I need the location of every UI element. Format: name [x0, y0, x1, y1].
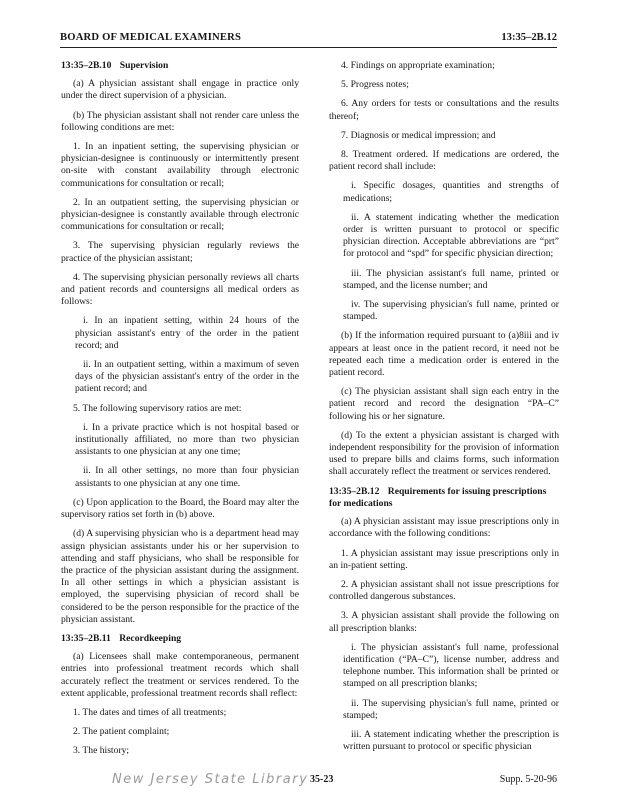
list-item: 2. A physician assistant shall not issue prescriptions for controlled dangerous substances.	[329, 578, 559, 603]
list-item: 3. The supervising physician regularly reviews the practice of the physician assistant;	[61, 240, 299, 264]
list-item: 2. The patient complaint;	[73, 726, 170, 738]
right-column	[329, 60, 559, 760]
list-item: 6. Any orders for tests or consultations and the results thereof;	[329, 98, 559, 122]
section-number: 13:35–2B.12	[329, 485, 380, 497]
sub-list-item: i. The physician assistant's full name, professional identification (“PA–C”), license number, address and telephone number. This information shall be printed or stamped on all prescription blanks;	[343, 641, 559, 690]
sub-list-item: ii. In an outpatient setting, within a maximum of seven days of the physician assistant's entry of the order in the patient record; and	[75, 359, 299, 395]
running-header	[60, 27, 557, 48]
section-title: Recordkeeping	[119, 632, 182, 644]
sub-list-item: iii. The physician assistant's full name, printed or stamped, and the license number; and	[343, 267, 559, 291]
section-number: 13:35–2B.10	[61, 60, 112, 71]
section-title: Requirements for issuing prescriptions for medications	[329, 485, 547, 509]
page-footer	[60, 772, 557, 790]
paragraph: (a) A physician assistant shall engage in practice only under the direct supervision of a physician.	[61, 78, 299, 102]
page-number: 35-23	[310, 774, 334, 785]
sub-list-item: ii. The supervising physician's full name, printed or stamped;	[343, 697, 559, 721]
sub-list-item: i. In an inpatient setting, within 24 hours of the physician assistant's entry of the order in the patient record; and	[75, 315, 299, 351]
paragraph: (b) If the information required pursuant to (a)8iii and iv appears at least once in the patient record, it need not be repeated each time a medication order is entered in the patient record.	[329, 330, 559, 379]
list-item: 3. A physician assistant shall provide the following on all prescription blanks:	[329, 610, 559, 634]
sub-list-item: ii. In all other settings, no more than four physician assistants to one physician at any one time.	[75, 465, 299, 489]
list-item: 8. Treatment ordered. If medications are ordered, the patient record shall include:	[329, 149, 559, 173]
list-item: 2. In an outpatient setting, the supervising physician or physician-designee is constantly available through electronic communications for consultation or recall;	[61, 196, 299, 233]
paragraph: (a) A physician assistant may issue prescriptions only in accordance with the following conditions:	[329, 516, 559, 540]
list-item: 4. The supervising physician personally reviews all charts and patient records and countersigns all medical orders as follows:	[61, 271, 299, 308]
section-number: 13:35–2B.11	[61, 632, 111, 644]
paragraph: (d) To the extent a physician assistant is charged with independent responsibility for the provision of information used to prepare bills and claims forms, such information shall accurately reflect the treatment or services rendered.	[329, 429, 559, 478]
left-column	[61, 60, 299, 765]
header-section-number: 13:35–2B.12	[501, 32, 557, 43]
section-heading-supervision	[61, 60, 299, 72]
list-item: 1. The dates and times of all treatments;	[73, 706, 227, 718]
paragraph: (b) The physician assistant shall not render care unless the following conditions are met:	[61, 109, 299, 133]
section-title: Supervision	[119, 60, 169, 71]
list-item: 7. Diagnosis or medical impression; and	[341, 129, 496, 141]
list-item: 1. A physician assistant may issue prescriptions only in an in-patient setting.	[329, 547, 559, 571]
sub-list-item: i. In a private practice which is not hospital based or institutionally affiliated, no more than two physician assistants to one physician at any one time;	[75, 421, 299, 458]
paragraph: (d) A supervising physician who is a department head may assign physician assistants under his or her supervision to attending and staff physicians, who shall be responsible for the practice of the physician assistant during the assignment. In all other settings in which a physician assistant is employed, the supervising physician of record shall be considered to be the person responsible for the practice of the physician assistant.	[61, 528, 299, 625]
sub-list-item: iv. The supervising physician's full name, printed or stamped.	[343, 299, 559, 323]
paragraph: (c) Upon application to the Board, the Board may alter the supervisory ratios set forth in (b) above.	[61, 496, 299, 521]
header-title: BOARD OF MEDICAL EXAMINERS	[60, 32, 242, 43]
sub-list-item: ii. A statement indicating whether the medication order is written pursuant to protocol or specific physician direction. Acceptable abbreviations are “prt” for protocol and “spd” for specific physician direction;	[343, 211, 559, 260]
list-item: 3. The history;	[73, 745, 130, 757]
supplement-date: Supp. 5-20-96	[499, 774, 557, 785]
list-item: 4. Findings on appropriate examination;	[341, 60, 495, 71]
paragraph: (a) Licensees shall make contemporaneous, permanent entries into professional treatment records which shall accurately reflect the treatment or services rendered. To the extent applicable, professional treatment records shall reflect:	[61, 651, 299, 699]
list-item: 5. The following supervisory ratios are met:	[73, 402, 242, 414]
list-item: 5. Progress notes;	[341, 79, 409, 91]
library-stamp: New Jersey State Library	[112, 772, 309, 787]
sub-list-item: iii. A statement indicating whether the prescription is written pursuant to protocol or specific physician	[343, 728, 559, 753]
paragraph: (c) The physician assistant shall sign each entry in the patient record and record the designation “PA–C” following his or her signature.	[329, 386, 559, 422]
sub-list-item: i. Specific dosages, quantities and strengths of medications;	[343, 180, 559, 204]
section-heading-prescriptions	[329, 486, 559, 510]
list-item: 1. In an inpatient setting, the supervising physician or physician-designee is continuously or intermittently present on-site with constant availability through electronic communications for consultation or recall;	[61, 141, 299, 189]
section-heading-recordkeeping	[61, 633, 299, 645]
